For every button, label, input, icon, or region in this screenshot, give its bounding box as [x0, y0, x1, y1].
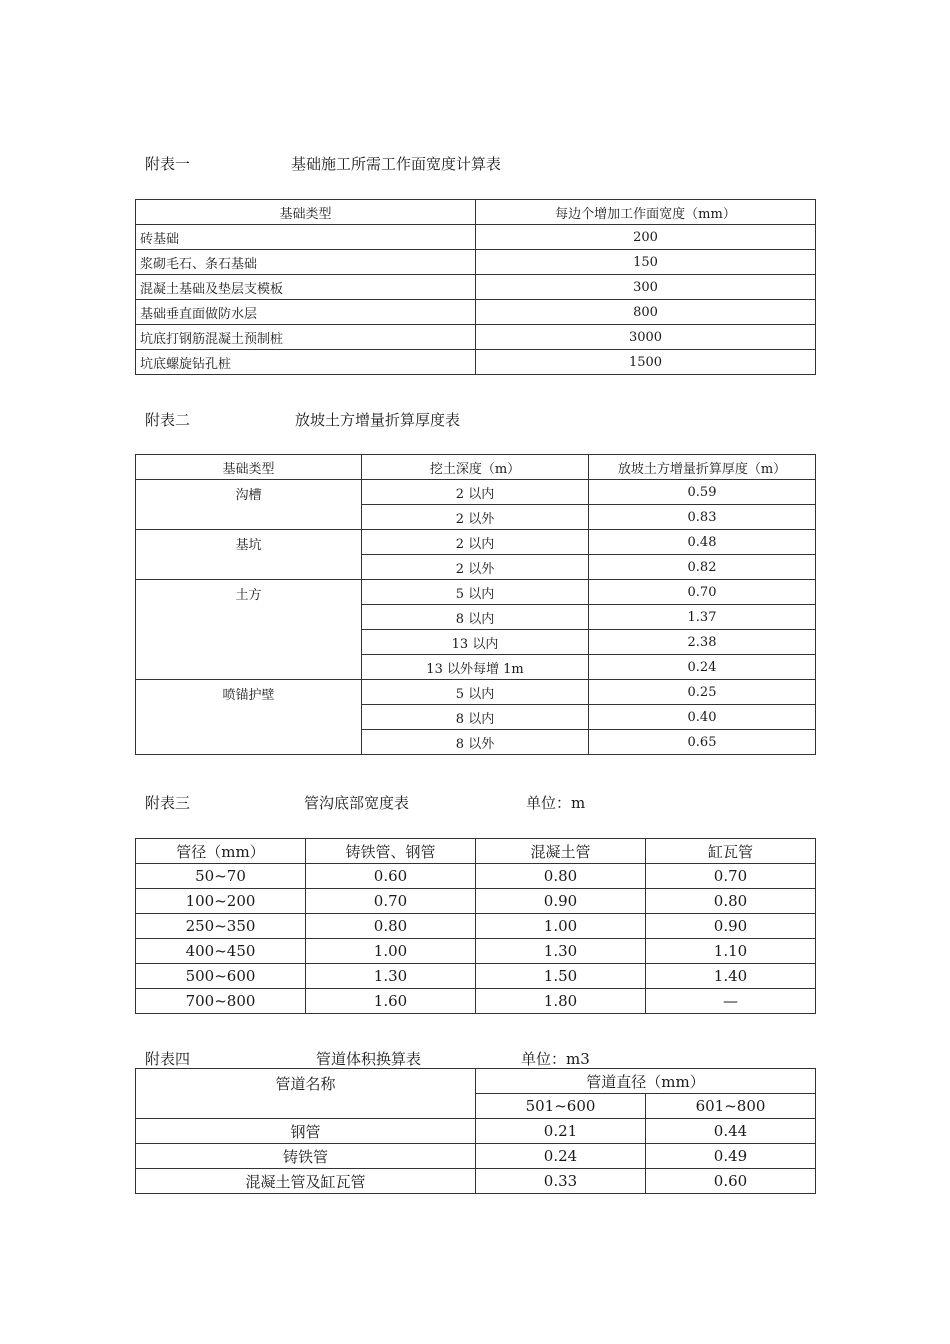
- table4-title: 管道体积换算表: [316, 1050, 422, 1068]
- table-cell: 0.70: [589, 580, 816, 605]
- table-cell: 0.33: [476, 1169, 646, 1194]
- group-cell: 沟槽: [136, 480, 362, 530]
- table3-label: 附表三: [145, 794, 191, 812]
- header-cell: 基础类型: [136, 455, 362, 480]
- table-cell: 1.80: [476, 989, 646, 1014]
- table-cell: 0.80: [646, 889, 816, 914]
- table-row: [136, 225, 816, 250]
- table-row: [136, 300, 816, 325]
- table-cell: 0.90: [476, 889, 646, 914]
- table-cell: 2 以内: [362, 530, 589, 555]
- table-cell: 200: [476, 225, 816, 250]
- table-cell: —: [646, 989, 816, 1014]
- header-cell: 管道直径（mm）: [476, 1069, 816, 1094]
- group-cell: 土方: [136, 580, 362, 680]
- subheader-cell: 501~600: [476, 1094, 646, 1119]
- header-cell: 放坡土方增量折算厚度（m）: [589, 455, 816, 480]
- table1-label: 附表一: [145, 155, 191, 173]
- table-row: [136, 250, 816, 275]
- table-cell: 100~200: [136, 889, 306, 914]
- table-cell: 0.40: [589, 705, 816, 730]
- table-cell: 坑底打钢筋混凝土预制桩: [136, 325, 476, 350]
- table-cell: 0.59: [589, 480, 816, 505]
- table-row: [136, 480, 816, 505]
- table-cell: 1.10: [646, 939, 816, 964]
- table-cell: 13 以外每增 1m: [362, 655, 589, 680]
- table-header-row: [136, 455, 816, 480]
- table-cell: 2 以外: [362, 505, 589, 530]
- header-cell: 混凝土管: [476, 839, 646, 864]
- table-row: [136, 1144, 816, 1169]
- table-row: [136, 964, 816, 989]
- table-cell: 0.44: [646, 1119, 816, 1144]
- table-cell: 砖基础: [136, 225, 476, 250]
- table-cell: 0.48: [589, 530, 816, 555]
- table-cell: 混凝土基础及垫层支模板: [136, 275, 476, 300]
- table-row: [136, 275, 816, 300]
- header-cell: 每边个增加工作面宽度（mm）: [476, 200, 816, 225]
- table-cell: 0.60: [306, 864, 476, 889]
- table-cell: 8 以外: [362, 730, 589, 755]
- table-cell: 0.60: [646, 1169, 816, 1194]
- table-cell: 0.49: [646, 1144, 816, 1169]
- table-cell: 0.83: [589, 505, 816, 530]
- table-cell: 1.00: [306, 939, 476, 964]
- table-cell: 基础垂直面做防水层: [136, 300, 476, 325]
- group-cell: 喷锚护壁: [136, 680, 362, 755]
- table-cell: 0.80: [476, 864, 646, 889]
- table-cell: 1.60: [306, 989, 476, 1014]
- table-cell: 2 以内: [362, 480, 589, 505]
- table-row: [136, 680, 816, 705]
- table-header-row: [136, 200, 816, 225]
- table-cell: 500~600: [136, 964, 306, 989]
- table-cell: 50~70: [136, 864, 306, 889]
- table3: [135, 838, 816, 1014]
- table-row: [136, 989, 816, 1014]
- table-cell: 0.24: [589, 655, 816, 680]
- table-cell: 0.70: [646, 864, 816, 889]
- table-cell: 1.00: [476, 914, 646, 939]
- table-cell: 800: [476, 300, 816, 325]
- table1-title: 基础施工所需工作面宽度计算表: [291, 155, 502, 173]
- table-header-row: [136, 839, 816, 864]
- table-cell: 0.82: [589, 555, 816, 580]
- table-row: [136, 325, 816, 350]
- table-cell: 钢管: [136, 1119, 476, 1144]
- table2-label: 附表二: [145, 411, 191, 429]
- table-cell: 0.80: [306, 914, 476, 939]
- table2: [135, 454, 816, 755]
- table-cell: 1.37: [589, 605, 816, 630]
- table3-unit: 单位：m: [526, 794, 586, 812]
- header-cell: 管道名称: [136, 1069, 476, 1119]
- table-cell: 0.25: [589, 680, 816, 705]
- header-cell: 管径（mm）: [136, 839, 306, 864]
- table-cell: 8 以内: [362, 705, 589, 730]
- table-cell: 1.30: [306, 964, 476, 989]
- table4: [135, 1068, 816, 1194]
- header-cell: 基础类型: [136, 200, 476, 225]
- table-cell: 1.50: [476, 964, 646, 989]
- table-cell: 300: [476, 275, 816, 300]
- table-cell: 3000: [476, 325, 816, 350]
- table-row: [136, 530, 816, 555]
- table-cell: 5 以内: [362, 580, 589, 605]
- table-cell: 2.38: [589, 630, 816, 655]
- table2-title: 放坡土方增量折算厚度表: [295, 411, 461, 429]
- table-cell: 8 以内: [362, 605, 589, 630]
- table4-unit: 单位：m3: [521, 1050, 590, 1068]
- table-cell: 400~450: [136, 939, 306, 964]
- table-row: [136, 889, 816, 914]
- header-cell: 挖土深度（m）: [362, 455, 589, 480]
- table3-title: 管沟底部宽度表: [304, 794, 410, 812]
- table-cell: 700~800: [136, 989, 306, 1014]
- table-row: [136, 350, 816, 375]
- table-row: [136, 1119, 816, 1144]
- header-cell: 缸瓦管: [646, 839, 816, 864]
- table-cell: 浆砌毛石、条石基础: [136, 250, 476, 275]
- table-header-row: [136, 1069, 816, 1094]
- table-cell: 坑底螺旋钻孔桩: [136, 350, 476, 375]
- table-cell: 0.21: [476, 1119, 646, 1144]
- table-cell: 混凝土管及缸瓦管: [136, 1169, 476, 1194]
- table-cell: 铸铁管: [136, 1144, 476, 1169]
- table1: [135, 199, 816, 375]
- table-row: [136, 939, 816, 964]
- table-cell: 150: [476, 250, 816, 275]
- table4-label: 附表四: [145, 1050, 191, 1068]
- table-cell: 0.65: [589, 730, 816, 755]
- table-row: [136, 914, 816, 939]
- table-cell: 1.40: [646, 964, 816, 989]
- subheader-cell: 601~800: [646, 1094, 816, 1119]
- table-row: [136, 864, 816, 889]
- table-cell: 0.90: [646, 914, 816, 939]
- table-cell: 1500: [476, 350, 816, 375]
- group-cell: 基坑: [136, 530, 362, 580]
- table-row: [136, 1169, 816, 1194]
- table-cell: 13 以内: [362, 630, 589, 655]
- table-cell: 0.24: [476, 1144, 646, 1169]
- table-cell: 0.70: [306, 889, 476, 914]
- table-cell: 250~350: [136, 914, 306, 939]
- table-cell: 2 以外: [362, 555, 589, 580]
- table-cell: 5 以内: [362, 680, 589, 705]
- table-row: [136, 580, 816, 605]
- table-cell: 1.30: [476, 939, 646, 964]
- header-cell: 铸铁管、钢管: [306, 839, 476, 864]
